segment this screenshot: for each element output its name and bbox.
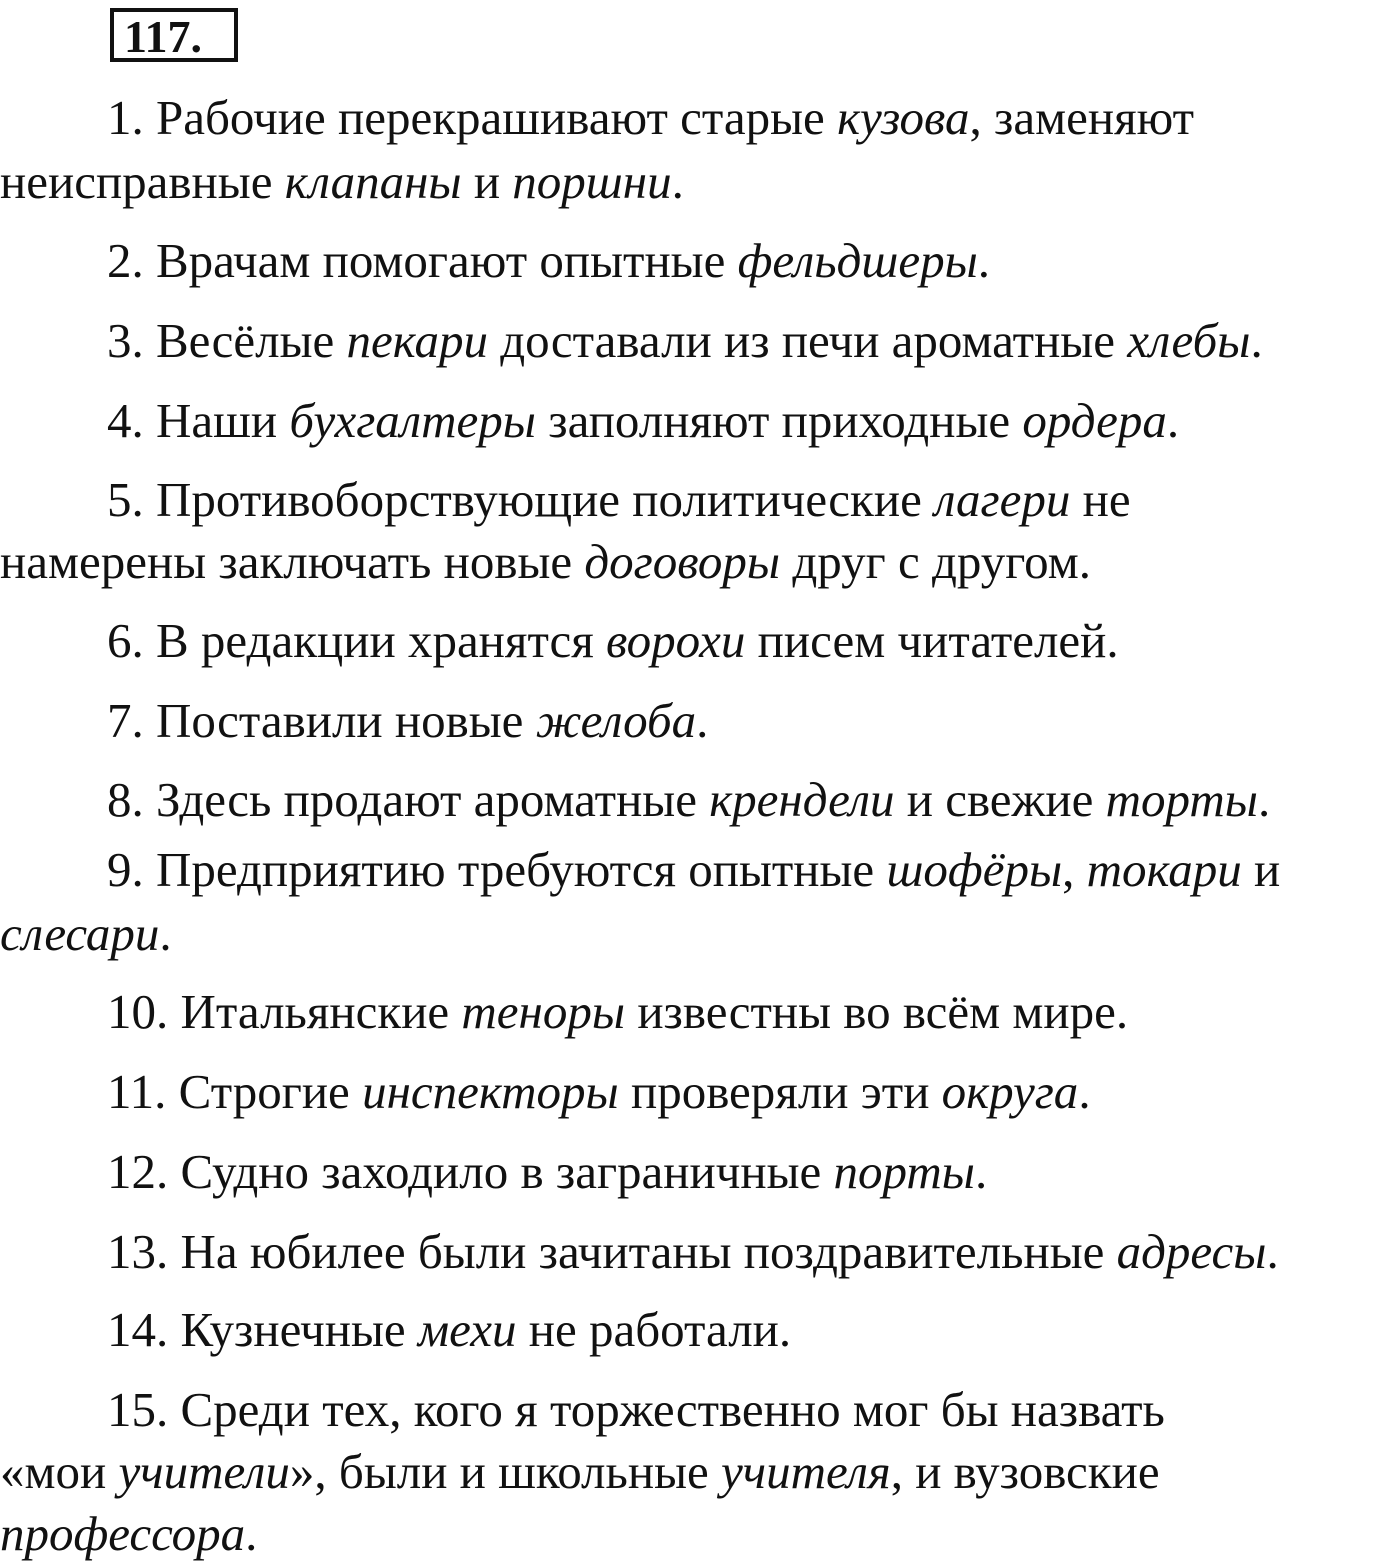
sentence-4-line-1 <box>0 389 1400 453</box>
highlighted-noun: бухгалтеры <box>289 393 536 448</box>
sentence-text: 4. Наши <box>107 393 290 448</box>
sentence-text: . <box>977 233 991 288</box>
sentence-6-line-1 <box>0 609 1400 673</box>
sentence-text: 15. Среди тех, кого я торжественно мог бы назвать <box>107 1382 1165 1437</box>
sentence-text: и <box>461 154 513 209</box>
sentence-text: друг с другом. <box>780 534 1091 589</box>
sentence-3-line-1 <box>0 309 1400 373</box>
sentence-text: , заменяют <box>969 90 1194 145</box>
highlighted-noun: ордера <box>1022 393 1167 448</box>
sentence-10-line-1 <box>0 980 1400 1044</box>
sentence-text: проверяли эти <box>618 1064 942 1119</box>
highlighted-noun: клапаны <box>284 154 462 209</box>
sentence-text: . <box>1166 393 1180 448</box>
sentence-text: 13. На юбилее были зачитаны поздравительные <box>107 1224 1117 1279</box>
sentence-text: не <box>1070 472 1131 527</box>
highlighted-noun: профессора <box>0 1506 246 1561</box>
sentence-text: 6. В редакции хранятся <box>107 613 606 668</box>
sentence-text: 1. Рабочие перекрашивают старые <box>107 90 838 145</box>
sentence-9-line-2 <box>0 902 1400 966</box>
highlighted-noun: инспекторы <box>362 1064 619 1119</box>
sentence-text: . <box>1250 313 1263 368</box>
sentence-text: известны во всём мире. <box>625 984 1129 1039</box>
highlighted-noun: учителя <box>721 1444 891 1499</box>
sentence-2-line-1 <box>0 229 1400 293</box>
highlighted-noun: мехи <box>417 1302 517 1357</box>
sentence-9-line-1 <box>0 838 1400 902</box>
sentence-8-line-1 <box>0 768 1400 832</box>
sentence-text: , <box>1062 842 1087 897</box>
sentence-text: . <box>1257 772 1271 827</box>
sentence-11-line-1 <box>0 1060 1400 1124</box>
sentence-12-line-1 <box>0 1140 1400 1204</box>
sentence-text: писем читателей. <box>745 613 1119 668</box>
sentence-text: 9. Предприятию требуются опытные <box>107 842 887 897</box>
sentence-text: », были и школьные <box>289 1444 721 1499</box>
sentence-text: доставали из печи ароматные <box>487 313 1128 368</box>
sentence-text: неисправные <box>0 154 285 209</box>
sentence-14-line-1 <box>0 1298 1400 1362</box>
highlighted-noun: желоба <box>535 693 697 748</box>
highlighted-noun: пекари <box>346 313 488 368</box>
sentence-text: . <box>245 1506 258 1561</box>
sentence-15-line-3 <box>0 1502 1400 1566</box>
sentence-text: «мои <box>0 1444 119 1499</box>
sentence-15-line-2 <box>0 1440 1400 1504</box>
sentence-text: намерены заключать новые <box>0 534 585 589</box>
highlighted-noun: хлебы <box>1127 313 1251 368</box>
sentence-text: . <box>159 906 172 961</box>
sentence-text: 5. Противоборствующие политические <box>107 472 935 527</box>
sentence-text: 12. Судно заходило в заграничные <box>107 1144 834 1199</box>
highlighted-noun: кузова <box>837 90 970 145</box>
highlighted-noun: токари <box>1086 842 1242 897</box>
sentence-text: 11. Строгие <box>107 1064 363 1119</box>
sentence-5-line-1 <box>0 468 1400 532</box>
highlighted-noun: крендели <box>709 772 895 827</box>
sentence-text: 7. Поставили новые <box>107 693 536 748</box>
sentence-7-line-1 <box>0 689 1400 753</box>
sentence-text: 3. Весёлые <box>107 313 347 368</box>
sentence-text: , и вузовские <box>890 1444 1160 1499</box>
sentence-text: 2. Врачам помогают опытные <box>107 233 738 288</box>
sentence-text: . <box>671 154 684 209</box>
sentence-text: 10. Итальянские <box>107 984 462 1039</box>
sentence-15-line-1 <box>0 1378 1400 1442</box>
sentence-text: и свежие <box>894 772 1106 827</box>
highlighted-noun: шофёры <box>886 842 1063 897</box>
highlighted-noun: округа <box>941 1064 1079 1119</box>
sentence-text: . <box>974 1144 988 1199</box>
sentence-text: заполняют приходные <box>536 393 1023 448</box>
sentence-text: 14. Кузнечные <box>107 1302 418 1357</box>
highlighted-noun: слесари <box>0 906 160 961</box>
highlighted-noun: поршни <box>512 154 672 209</box>
sentence-1-line-1 <box>0 86 1400 150</box>
highlighted-noun: фельдшеры <box>737 233 978 288</box>
highlighted-noun: ворохи <box>606 613 746 668</box>
sentence-text: и <box>1241 842 1281 897</box>
highlighted-noun: учители <box>118 1444 290 1499</box>
highlighted-noun: торты <box>1105 772 1258 827</box>
highlighted-noun: порты <box>833 1144 975 1199</box>
sentence-text: . <box>1078 1064 1091 1119</box>
highlighted-noun: договоры <box>584 534 781 589</box>
sentence-text: . <box>1266 1224 1279 1279</box>
highlighted-noun: лагери <box>934 472 1071 527</box>
sentence-13-line-1 <box>0 1220 1400 1284</box>
highlighted-noun: теноры <box>461 984 626 1039</box>
sentence-1-line-2 <box>0 150 1400 214</box>
sentence-text: не работали. <box>516 1302 792 1357</box>
sentence-text: 8. Здесь продают ароматные <box>107 772 710 827</box>
highlighted-noun: адресы <box>1116 1224 1267 1279</box>
exercise-number: 117. <box>110 8 238 62</box>
sentence-5-line-2 <box>0 530 1400 594</box>
sentence-text: . <box>696 693 709 748</box>
